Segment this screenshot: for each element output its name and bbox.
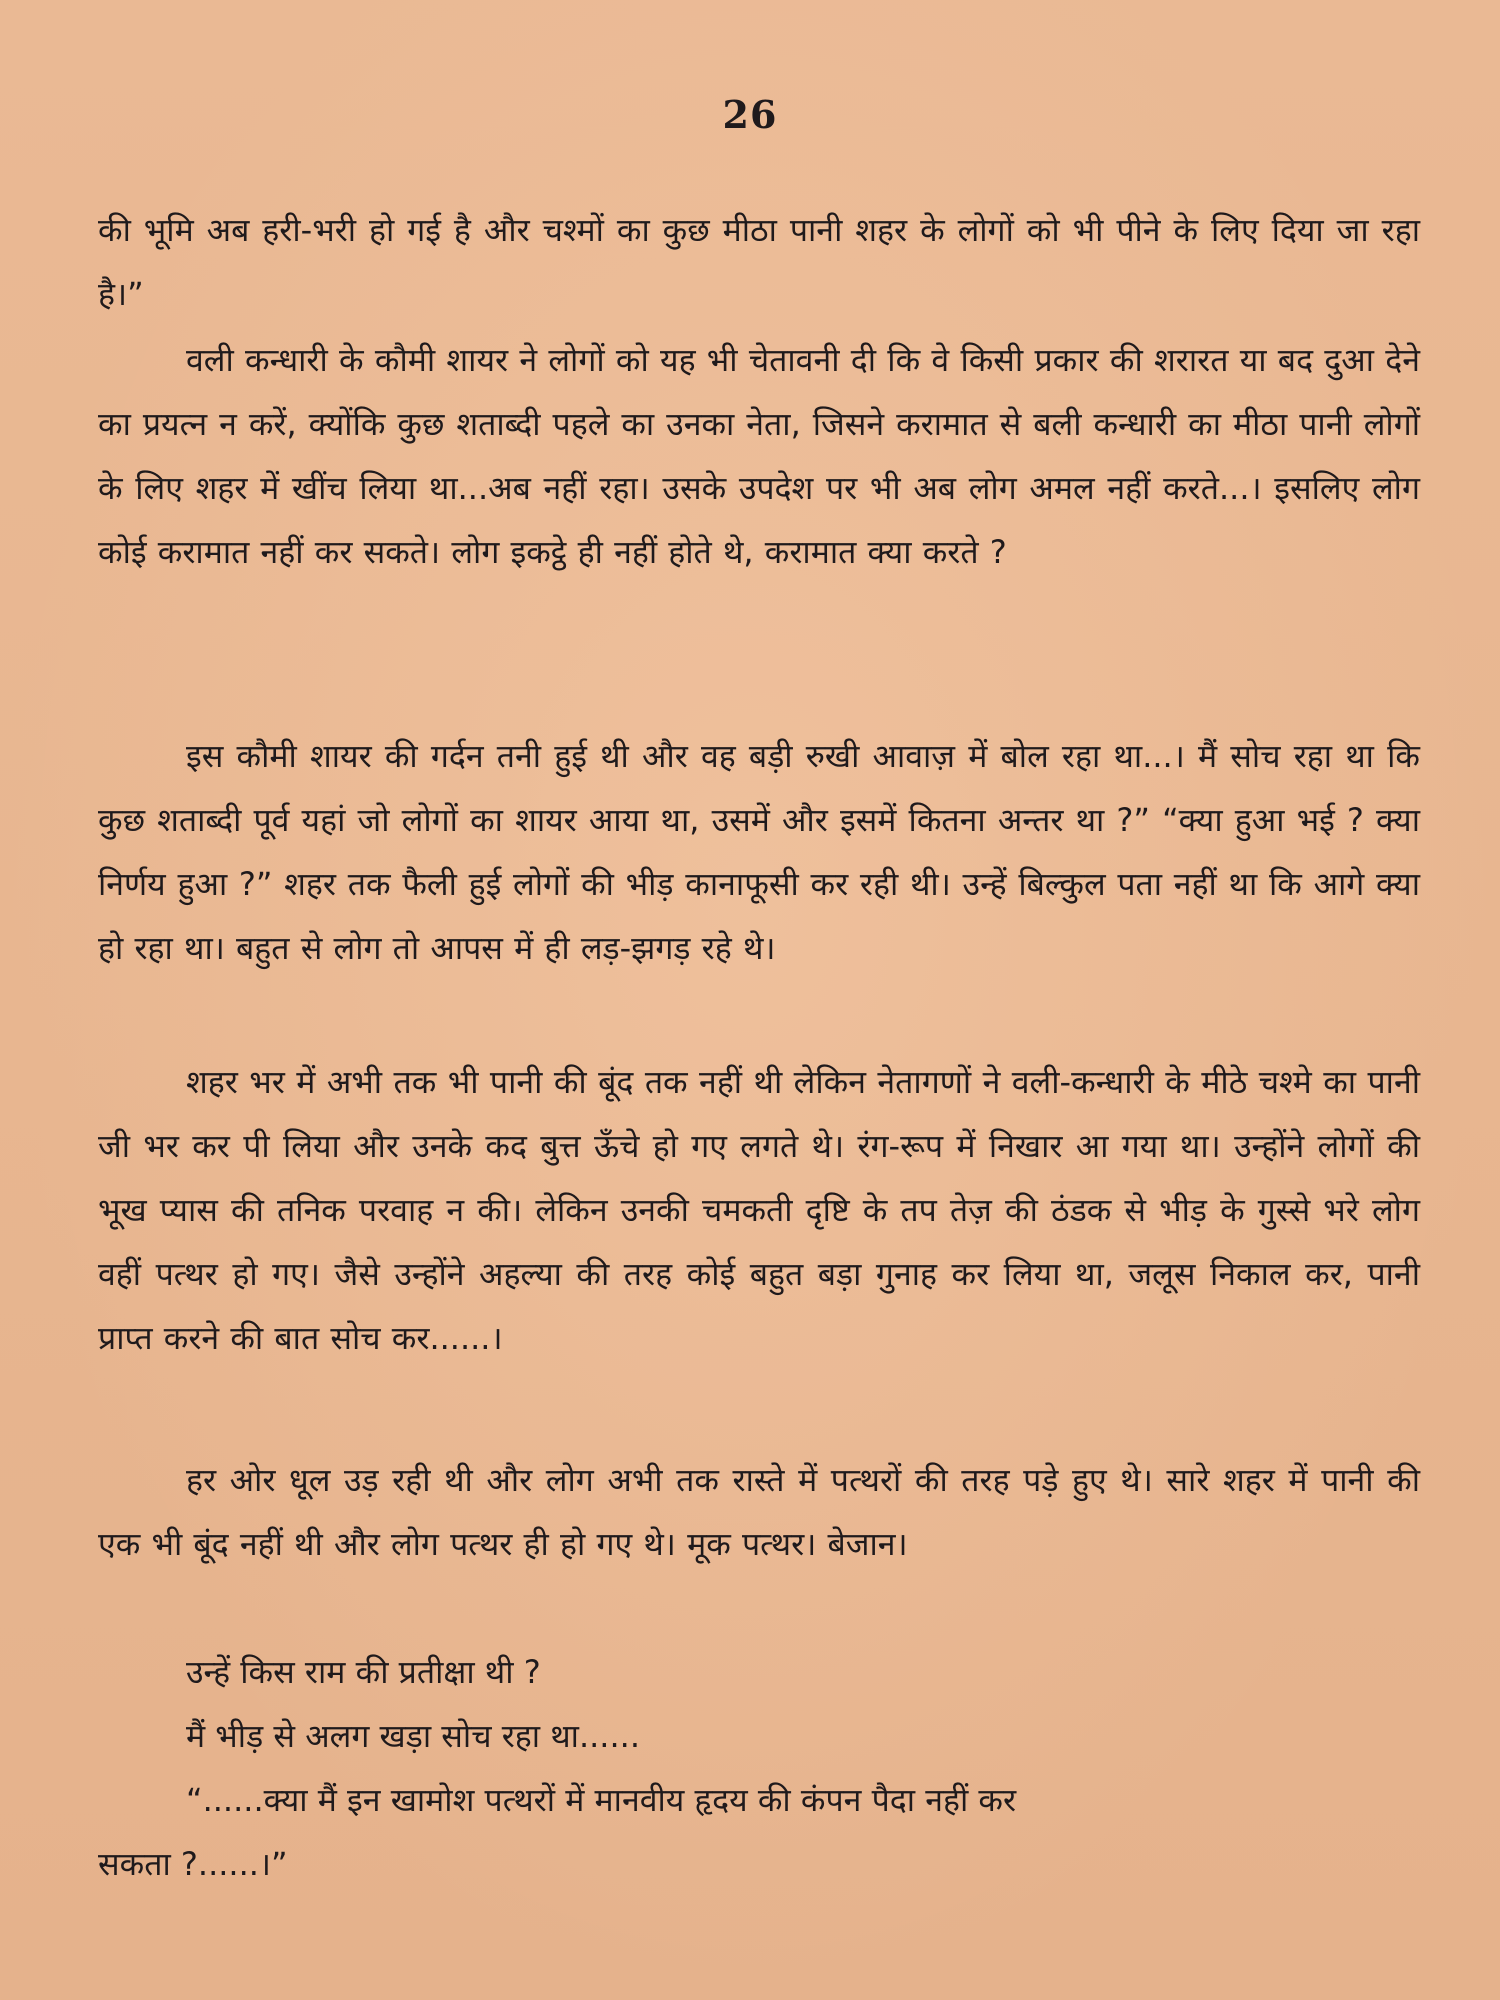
paragraph-1 <box>98 198 1420 326</box>
paragraph-4 <box>98 1050 1420 1370</box>
paragraph-3 <box>98 724 1420 980</box>
thought-line: मैं भीड़ से अलग खड़ा सोच रहा था...... <box>186 1717 640 1755</box>
quote-line-end: सकता ?......।” <box>98 1845 288 1883</box>
quote-line: “......क्या मैं इन खामोश पत्थरों में मानवीय हृदय की कंपन पैदा नहीं कर <box>186 1781 1017 1819</box>
paragraph-text: वली कन्धारी के कौमी शायर ने लोगों को यह भी चेतावनी दी कि वे किसी प्रकार की शरारत या बद दुआ देने का प्रयत्न न करें, क्योंकि कुछ शताब्दी पहले का उनका नेता, जिसने करामात से बली कन्धारी का मीठा पानी लोगों के लिए शहर में खींच लिया था...अब नहीं रहा। उसके उपदेश पर भी अब लोग अमल नहीं करते...। इसलिए लोग कोई करामात नहीं कर सकते। लोग इकट्ठे ही नहीं होते थे, करामात क्या करते ? <box>98 341 1420 571</box>
page-number: 26 <box>722 92 778 137</box>
paragraph-text: हर ओर धूल उड़ रही थी और लोग अभी तक रास्ते में पत्थरों की तरह पड़े हुए थे। सारे शहर में पानी की एक भी बूंद नहीं थी और लोग पत्थर ही हो गए थे। मूक पत्थर। बेजान। <box>98 1461 1420 1563</box>
paragraph-text: की भूमि अब हरी-भरी हो गई है और चश्मों का कुछ मीठा पानी शहर के लोगों को भी पीने के लिए दिया जा रहा है।” <box>98 211 1420 313</box>
paragraph-5 <box>98 1448 1420 1576</box>
paragraph-text: शहर भर में अभी तक भी पानी की बूंद तक नहीं थी लेकिन नेतागणों ने वली-कन्धारी के मीठे चश्मे का पानी जी भर कर पी लिया और उनके कद बुत्त ऊँचे हो गए लगते थे। रंग-रूप में निखार आ गया था। उन्होंने लोगों की भूख प्यास की तनिक परवाह न की। लेकिन उनकी चमकती दृष्टि के तप तेज़ की ठंडक से भीड़ के गुस्से भरे लोग वहीं पत्थर हो गए। जैसे उन्होंने अहल्या की तरह कोई बहुत बड़ा गुनाह कर लिया था, जलूस निकाल कर, पानी प्राप्त करने की बात सोच कर......। <box>98 1063 1420 1357</box>
question-line: उन्हें किस राम की प्रतीक्षा थी ? <box>186 1653 541 1691</box>
paragraph-2 <box>98 328 1420 584</box>
paragraph-text: इस कौमी शायर की गर्दन तनी हुई थी और वह बड़ी रुखी आवाज़ में बोल रहा था...। मैं सोच रहा था कि कुछ शताब्दी पूर्व यहां जो लोगों का शायर आया था, उसमें और इसमें कितना अन्तर था ?” “क्या हुआ भई ? क्या निर्णय हुआ ?” शहर तक फैली हुई लोगों की भीड़ कानाफूसी कर रही थी। उन्हें बिल्कुल पता नहीं था कि आगे क्या हो रहा था। बहुत से लोग तो आपस में ही लड़-झगड़ रहे थे। <box>98 737 1420 967</box>
